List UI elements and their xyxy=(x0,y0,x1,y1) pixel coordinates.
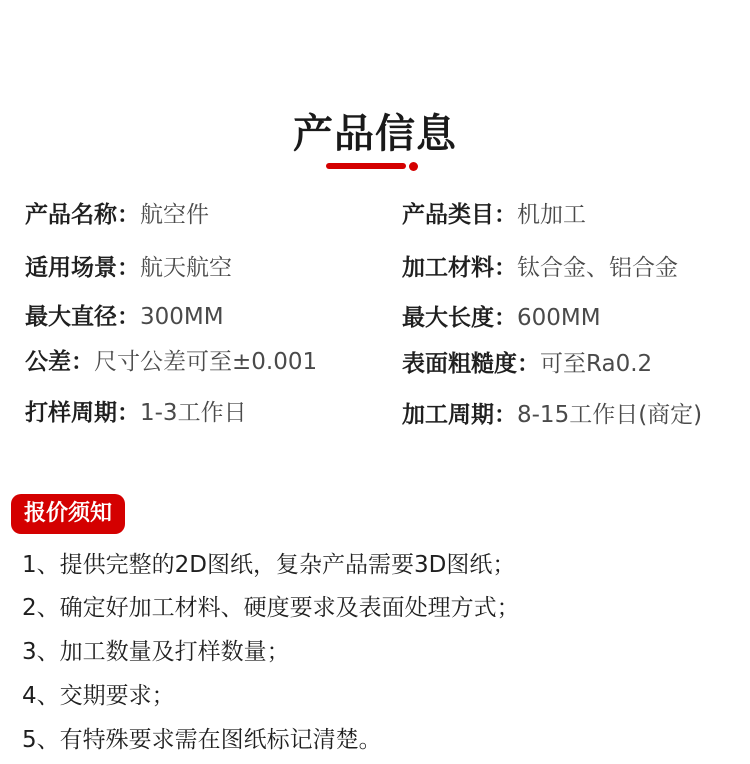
spec-label: 表面粗糙度： xyxy=(402,351,540,377)
spec-value: 尺寸公差可至±0.001 xyxy=(94,349,318,375)
spec-label: 加工周期： xyxy=(402,402,517,428)
title-underline xyxy=(326,163,406,169)
spec-value: 8-15工作日(商定) xyxy=(517,402,703,428)
spec-application xyxy=(25,253,232,283)
spec-value: 300MM xyxy=(140,304,224,330)
notice-heading-badge: 报价须知 xyxy=(11,494,125,534)
spec-value: 600MM xyxy=(517,305,601,331)
notice-item: 5、有特殊要求需在图纸标记清楚。 xyxy=(22,727,382,753)
spec-label: 产品类目： xyxy=(402,202,517,228)
spec-value: 可至Ra0.2 xyxy=(540,351,653,377)
spec-label: 适用场景： xyxy=(25,255,140,281)
notice-item: 4、交期要求； xyxy=(22,683,175,709)
page-title: 产品信息 xyxy=(293,111,457,157)
spec-sample-period xyxy=(25,398,247,428)
spec-material xyxy=(402,253,678,283)
spec-product-name xyxy=(25,200,209,230)
spec-label: 产品名称： xyxy=(25,202,140,228)
spec-max-length xyxy=(402,303,601,333)
spec-value: 1-3工作日 xyxy=(140,400,247,426)
spec-label: 打样周期： xyxy=(25,400,140,426)
notice-item: 3、加工数量及打样数量； xyxy=(22,639,290,665)
spec-tolerance xyxy=(25,347,317,377)
title-dot xyxy=(409,162,418,171)
spec-label: 最大长度： xyxy=(402,305,517,331)
spec-label: 公差： xyxy=(25,349,94,375)
spec-value: 钛合金、铝合金 xyxy=(517,255,678,281)
spec-value: 机加工 xyxy=(517,202,586,228)
spec-category xyxy=(402,200,586,230)
spec-surface-roughness xyxy=(402,349,652,379)
spec-label: 最大直径： xyxy=(25,304,140,330)
spec-max-diameter xyxy=(25,302,224,332)
spec-value: 航天航空 xyxy=(140,255,232,281)
notice-item: 2、确定好加工材料、硬度要求及表面处理方式； xyxy=(22,595,520,621)
spec-label: 加工材料： xyxy=(402,255,517,281)
spec-processing-period xyxy=(402,400,702,430)
notice-item: 1、提供完整的2D图纸，复杂产品需要3D图纸； xyxy=(22,552,516,578)
spec-value: 航空件 xyxy=(140,202,209,228)
